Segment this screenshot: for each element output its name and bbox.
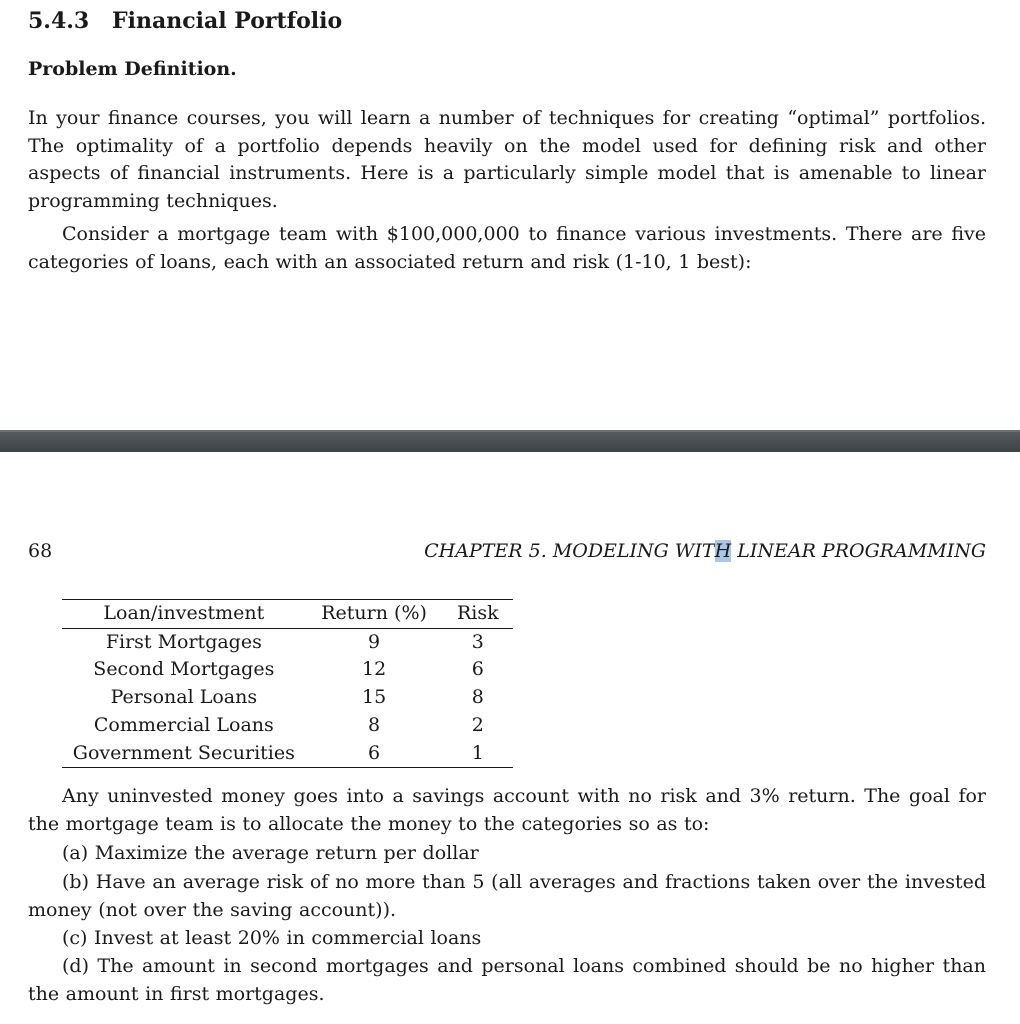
running-head [424,540,986,562]
upper-page [0,0,1020,430]
loan-return: 9 [368,630,381,653]
goal-b: (b) Have an average risk of no more than 5 (all averages and fractions taken over the invested money (not over the saving account)). [28,871,986,921]
loan-table [62,599,513,768]
problem-definition-heading: Problem Definition. [28,58,237,80]
section-number: 5.4.3 [28,8,90,34]
running-head-text: CHAPTER 5. MODELING WIT [424,540,715,562]
goal-c: (c) Invest at least 20% in commercial loans [62,927,482,949]
loan-name: First Mortgages [105,630,262,653]
loan-risk: 6 [471,658,484,681]
loan-risk: 8 [471,686,484,709]
loan-name: Second Mortgages [93,658,275,681]
header-loan-investment: Loan/investment [103,602,265,624]
loan-risk: 3 [471,630,484,653]
text-selection-highlight[interactable]: H [714,540,732,562]
table-header-row [62,600,513,629]
table-row [62,656,513,684]
loan-name: Personal Loans [110,686,258,709]
table-row [62,628,513,656]
loan-return: 12 [362,658,387,681]
section-title: Financial Portfolio [112,8,343,34]
loan-risk: 1 [471,741,484,764]
loan-risk: 2 [471,713,484,736]
goal-a: (a) Maximize the average return per dollar [62,842,479,864]
loan-return: 8 [368,713,381,736]
loan-return: 6 [368,741,381,764]
header-return: Return (%) [321,602,427,624]
table-row [62,740,513,768]
section-heading [28,8,342,34]
header-risk: Risk [456,602,499,624]
loan-return: 15 [362,686,387,709]
table-row [62,684,513,712]
page-number: 68 [28,540,53,562]
consider-paragraph: Consider a mortgage team with $100,000,000 to finance various investments. There are five categories of loans, each with an associated return and risk (1-10, 1 best): [28,223,986,273]
running-head-text-rest: LINEAR PROGRAMMING [731,540,986,562]
intro-paragraph: In your finance courses, you will learn a number of techniques for creating “optimal” portfolios. The optimality of a portfolio depends heavily on the model used for defining risk and other aspects of financial instruments. Here is a particularly simple model that is amenable to linear programming techniques. [28,107,986,213]
page-divider [0,430,1020,452]
loan-name: Commercial Loans [93,713,274,736]
table-row [62,712,513,740]
loan-name: Government Securities [72,741,295,764]
uninvested-paragraph: Any uninvested money goes into a savings account with no risk and 3% return. The goal for the mortgage team is to allocate the money to the categories so as to: [28,785,986,835]
goal-d: (d) The amount in second mortgages and personal loans combined should be no higher than the amount in first mortgages. [28,955,986,1005]
